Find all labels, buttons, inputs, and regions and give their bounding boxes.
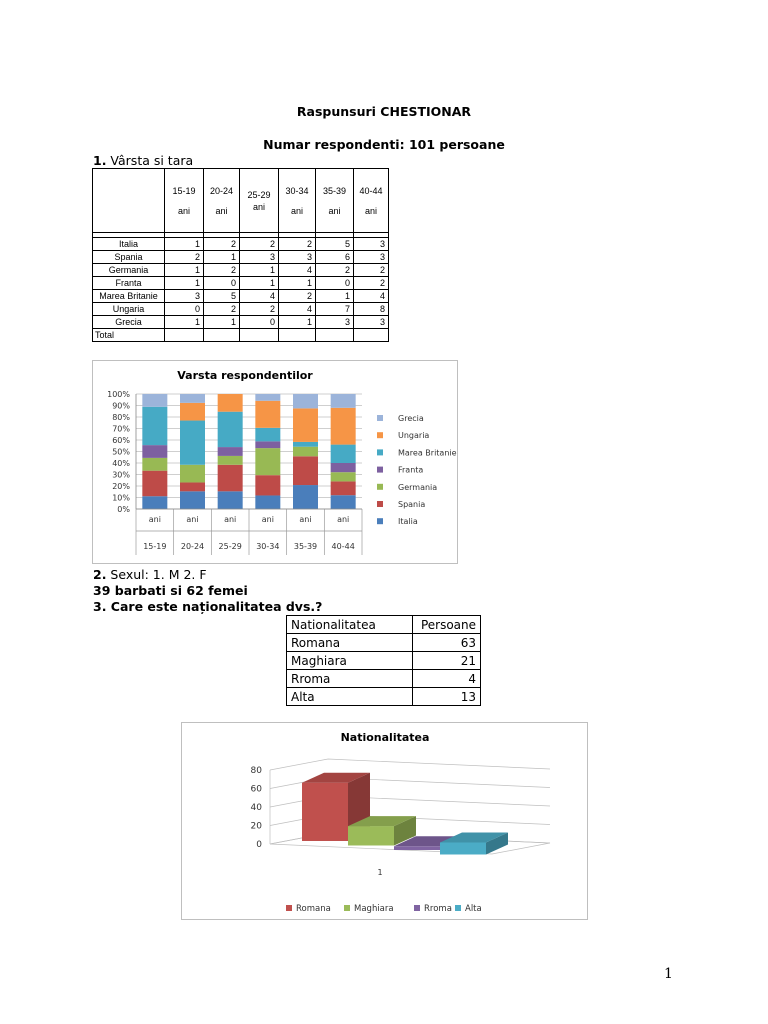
legend-swatch: [455, 905, 461, 911]
y-tick-label: 20%: [112, 482, 130, 491]
gender-result: 39 barbati si 62 femei: [93, 583, 248, 598]
legend-label: Alta: [465, 904, 482, 914]
bar-front: [394, 846, 440, 850]
bar-segment: [180, 403, 205, 421]
bar-segment: [293, 408, 318, 442]
bar-segment: [218, 456, 243, 465]
bar-segment: [255, 394, 280, 401]
bar-segment: [331, 445, 356, 463]
table-header-row: Nationalitatea Persoane: [287, 616, 481, 634]
bar-segment: [331, 481, 356, 495]
bar-segment: [255, 475, 280, 495]
bar-front: [440, 842, 486, 854]
legend-label: Franta: [398, 465, 424, 475]
page-number: 1: [664, 966, 673, 982]
y-tick-label: 10%: [112, 493, 130, 503]
table-total-row: Total: [93, 329, 389, 342]
legend-label: Romana: [296, 904, 331, 914]
bar-segment: [142, 471, 167, 497]
y-tick-label: 0: [256, 840, 262, 850]
x-tick-label: 15-19: [143, 542, 167, 551]
y-tick-label: 100%: [107, 390, 130, 399]
bar-segment: [142, 445, 167, 458]
nationality-table: [286, 615, 481, 706]
y-tick-label: 20: [250, 821, 262, 832]
legend-swatch: [286, 905, 292, 911]
question-2: 2. Sexul: 1. M 2. F: [93, 567, 207, 582]
x-tick-label: 35-39: [293, 542, 318, 551]
respondent-count: Numar respondenti: 101 persoane: [263, 137, 505, 152]
bar-segment: [142, 394, 167, 407]
age-country-table: [92, 168, 389, 342]
bar-segment: [331, 472, 356, 481]
question-1: 1. Vârsta si tara: [93, 153, 194, 168]
legend-label: Grecia: [398, 414, 424, 423]
bar-3d: [440, 832, 508, 854]
legend-label: Germania: [398, 482, 438, 492]
legend-label: Italia: [398, 517, 418, 527]
bar-segment: [255, 495, 280, 509]
bar-segment: [293, 456, 318, 485]
legend-label: Maghiara: [354, 904, 394, 914]
legend-swatch: [377, 518, 383, 524]
gridline: [270, 759, 550, 770]
age-stacked-bar-chart: [93, 361, 457, 563]
bar-segment: [142, 407, 167, 445]
table-row: Rroma 4: [287, 670, 481, 688]
table-row: Spania 2 1 3 3 6 3: [93, 251, 389, 264]
bar-segment: [218, 412, 243, 447]
y-tick-label: 50%: [112, 447, 130, 457]
legend-swatch: [377, 467, 383, 473]
legend-swatch: [377, 415, 383, 421]
bar-segment: [180, 421, 205, 465]
legend-label: Marea Britanie: [398, 448, 457, 458]
document-title: Raspunsuri CHESTIONAR: [296, 104, 472, 119]
y-tick-label: 90%: [112, 401, 130, 411]
table-row: Marea Britanie 3 5 4 2 1 4: [93, 290, 389, 303]
bar-segment: [255, 441, 280, 448]
bar-segment: [331, 463, 356, 472]
table-row: Grecia 1 1 0 1 3 3: [93, 316, 389, 329]
x-tick-label: 25-29: [218, 542, 242, 551]
y-tick-label: 40%: [112, 459, 130, 468]
bar-segment: [331, 394, 356, 408]
table-row: Franta 1 0 1 1 0 2: [93, 277, 389, 290]
legend-label: Ungaria: [398, 431, 430, 441]
legend-swatch: [377, 501, 383, 507]
bar-segment: [218, 447, 243, 456]
x-sublabel: ani: [186, 515, 199, 524]
legend-swatch: [414, 905, 420, 911]
bar-segment: [255, 448, 280, 475]
nationality-chart-frame: [181, 722, 588, 920]
chart-title: Nationalitatea: [340, 731, 430, 744]
x-sublabel: ani: [148, 515, 161, 524]
y-tick-label: 80: [250, 766, 262, 776]
legend-swatch: [344, 905, 350, 911]
nationality-3d-bar-chart: [182, 723, 587, 919]
y-tick-label: 30%: [112, 470, 130, 480]
x-sublabel: ani: [299, 515, 312, 524]
bar-segment: [218, 465, 243, 492]
bar-segment: [293, 394, 318, 408]
bar-front: [302, 783, 348, 841]
bar-segment: [218, 491, 243, 509]
question-3: 3. Care este naționalitatea dvs.?: [93, 599, 323, 614]
x-sublabel: ani: [224, 515, 237, 524]
legend-swatch: [377, 484, 383, 490]
table-row: Maghiara 21: [287, 652, 481, 670]
x-sublabel: ani: [261, 515, 274, 524]
x-sublabel: ani: [337, 515, 350, 524]
y-tick-label: 40: [250, 803, 262, 813]
y-tick-label: 70%: [112, 424, 130, 434]
x-tick-label: 1: [377, 868, 383, 877]
bar-segment: [293, 442, 318, 447]
bar-segment: [293, 447, 318, 457]
bar-segment: [331, 495, 356, 509]
bar-segment: [331, 408, 356, 445]
bar-front: [348, 826, 394, 845]
table-row: Italia 1 2 2 2 5 3: [93, 238, 389, 251]
table-row: Romana 63: [287, 634, 481, 652]
table-row: Alta 13: [287, 688, 481, 706]
legend-swatch: [377, 432, 383, 438]
bar-segment: [142, 496, 167, 509]
y-tick-label: 0%: [117, 505, 130, 514]
bar-segment: [180, 482, 205, 491]
chart-title: Varsta respondentilor: [177, 369, 313, 382]
bar-segment: [218, 394, 243, 412]
bar-segment: [293, 485, 318, 509]
y-tick-label: 60: [250, 784, 262, 795]
age-chart-frame: [92, 360, 458, 564]
bar-segment: [255, 428, 280, 442]
bar-segment: [180, 394, 205, 403]
y-tick-label: 60%: [112, 436, 130, 445]
bar-segment: [255, 401, 280, 428]
table-row: Ungaria 0 2 2 4 7 8: [93, 303, 389, 316]
x-tick-label: 20-24: [180, 542, 205, 551]
legend-swatch: [377, 449, 383, 455]
x-tick-label: 30-34: [256, 542, 280, 551]
x-tick-label: 40-44: [331, 542, 355, 551]
legend-label: Rroma: [424, 904, 452, 914]
legend-label: Spania: [398, 500, 426, 509]
table-row: Germania 1 2 1 4 2 2: [93, 264, 389, 277]
bar-segment: [180, 491, 205, 509]
y-tick-label: 80%: [112, 413, 130, 422]
bar-segment: [180, 465, 205, 483]
bar-segment: [142, 458, 167, 471]
table-header-row: 15-19 ani 20-24 ani 25-29 ani 30-34 ani 35-39 ani 40-44 ani: [93, 169, 389, 233]
